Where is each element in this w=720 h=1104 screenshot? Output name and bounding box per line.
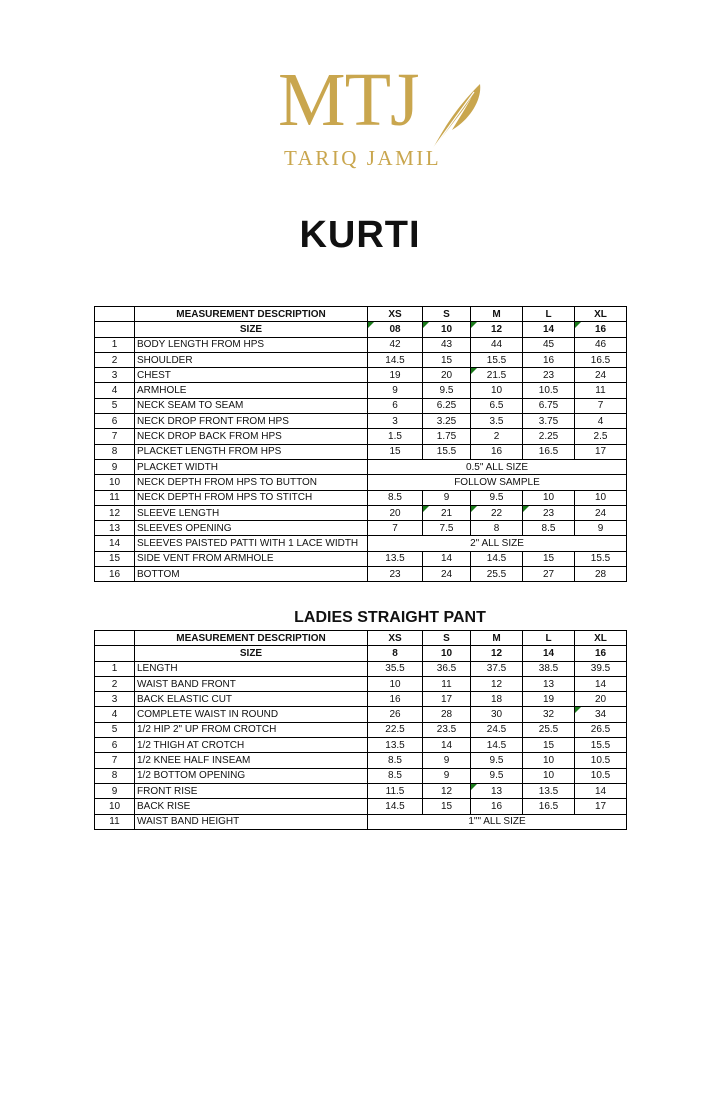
row-value-cell: 25.5	[523, 722, 575, 737]
row-description-cell: NECK DROP FRONT FROM HPS	[135, 414, 368, 429]
row-value-cell: 20	[575, 692, 627, 707]
row-value-cell: 14.5	[471, 551, 523, 566]
row-description-cell: 1/2 BOTTOM OPENING	[135, 768, 368, 783]
row-value-cell: 15	[423, 799, 471, 814]
row-value-cell: 9	[423, 490, 471, 505]
row-value-cell: 12	[423, 783, 471, 798]
row-value-cell: 8	[471, 521, 523, 536]
table-row	[95, 368, 627, 383]
row-value-cell: 10	[575, 490, 627, 505]
row-description-cell: WAIST BAND HEIGHT	[135, 814, 368, 829]
row-number-cell: 5	[95, 722, 135, 737]
row-description-cell: COMPLETE WAIST IN ROUND	[135, 707, 368, 722]
row-value-cell: 30	[471, 707, 523, 722]
row-value-cell: 37.5	[471, 661, 523, 676]
header-description-cell: MEASUREMENT DESCRIPTION	[135, 631, 368, 646]
table-row	[95, 567, 627, 582]
table-row	[95, 707, 627, 722]
header-size-cell: S	[423, 307, 471, 322]
header-size-cell: XL	[575, 631, 627, 646]
table-header-row	[95, 631, 627, 646]
table-row	[95, 768, 627, 783]
row-value-cell: 8.5	[368, 490, 423, 505]
row-description-cell: BOTTOM	[135, 567, 368, 582]
row-merged-value-cell: 1"" ALL SIZE	[368, 814, 627, 829]
row-description-cell: BACK RISE	[135, 799, 368, 814]
row-value-cell: 2	[471, 429, 523, 444]
row-value-cell: 26.5	[575, 722, 627, 737]
row-number-cell: 6	[95, 414, 135, 429]
table-row	[95, 692, 627, 707]
row-value-cell: 11	[423, 676, 471, 691]
header-size-cell: M	[471, 631, 523, 646]
row-description-cell: BODY LENGTH FROM HPS	[135, 337, 368, 352]
size-row	[95, 322, 627, 337]
row-value-cell: 28	[575, 567, 627, 582]
row-value-cell: 14.5	[368, 352, 423, 367]
table-row	[95, 722, 627, 737]
size-value-cell: 08	[368, 322, 423, 337]
row-value-cell: 43	[423, 337, 471, 352]
row-value-cell: 10.5	[523, 383, 575, 398]
row-description-cell: PLACKET WIDTH	[135, 459, 368, 474]
row-value-cell: 23.5	[423, 722, 471, 737]
row-value-cell: 7.5	[423, 521, 471, 536]
row-number-cell: 4	[95, 383, 135, 398]
table-row	[95, 661, 627, 676]
row-value-cell: 16	[471, 799, 523, 814]
row-value-cell: 6.5	[471, 398, 523, 413]
row-value-cell: 14.5	[368, 799, 423, 814]
feather-quill-icon	[428, 80, 484, 152]
row-description-cell: CHEST	[135, 368, 368, 383]
row-value-cell: 23	[523, 505, 575, 520]
row-number-cell: 2	[95, 676, 135, 691]
row-value-cell: 44	[471, 337, 523, 352]
pant-measurement-table	[94, 630, 627, 830]
row-value-cell: 22	[471, 505, 523, 520]
header-size-cell: XL	[575, 307, 627, 322]
row-value-cell: 1.5	[368, 429, 423, 444]
size-value-cell: 10	[423, 646, 471, 661]
row-number-cell: 13	[95, 521, 135, 536]
size-row	[95, 646, 627, 661]
row-number-cell: 1	[95, 337, 135, 352]
row-number-cell: 8	[95, 444, 135, 459]
table-row	[95, 414, 627, 429]
table-row	[95, 383, 627, 398]
logo-brand-name: TARIQ JAMIL	[284, 146, 442, 170]
row-number-cell: 9	[95, 783, 135, 798]
row-value-cell: 6.25	[423, 398, 471, 413]
row-value-cell: 16	[368, 692, 423, 707]
row-number-cell: 12	[95, 505, 135, 520]
row-number-cell: 1	[95, 661, 135, 676]
row-value-cell: 17	[575, 799, 627, 814]
header-size-cell: L	[523, 631, 575, 646]
header-description-cell: MEASUREMENT DESCRIPTION	[135, 307, 368, 322]
size-number-cell	[95, 646, 135, 661]
row-value-cell: 13.5	[523, 783, 575, 798]
row-value-cell: 9.5	[471, 490, 523, 505]
row-number-cell: 6	[95, 738, 135, 753]
size-number-cell	[95, 322, 135, 337]
row-value-cell: 9	[368, 383, 423, 398]
row-value-cell: 27	[523, 567, 575, 582]
row-value-cell: 14	[423, 551, 471, 566]
row-value-cell: 10	[523, 490, 575, 505]
row-value-cell: 13	[523, 676, 575, 691]
row-value-cell: 46	[575, 337, 627, 352]
logo-monogram: MTJ	[278, 58, 419, 142]
row-value-cell: 39.5	[575, 661, 627, 676]
table-row	[95, 429, 627, 444]
row-value-cell: 16	[471, 444, 523, 459]
row-value-cell: 16.5	[523, 444, 575, 459]
row-value-cell: 3.75	[523, 414, 575, 429]
row-value-cell: 4	[575, 414, 627, 429]
row-value-cell: 10	[471, 383, 523, 398]
table-header-row	[95, 307, 627, 322]
size-value-cell: 14	[523, 322, 575, 337]
size-value-cell: 12	[471, 646, 523, 661]
row-value-cell: 8.5	[368, 768, 423, 783]
table-row	[95, 444, 627, 459]
row-merged-value-cell: 0.5" ALL SIZE	[368, 459, 627, 474]
table-row	[95, 337, 627, 352]
table-row	[95, 551, 627, 566]
row-description-cell: BACK ELASTIC CUT	[135, 692, 368, 707]
size-value-cell: 12	[471, 322, 523, 337]
row-value-cell: 13.5	[368, 551, 423, 566]
row-value-cell: 14	[575, 783, 627, 798]
size-value-cell: 14	[523, 646, 575, 661]
row-value-cell: 35.5	[368, 661, 423, 676]
table-row	[95, 459, 627, 474]
row-value-cell: 9.5	[423, 383, 471, 398]
row-value-cell: 15.5	[575, 551, 627, 566]
row-number-cell: 3	[95, 368, 135, 383]
row-value-cell: 10	[523, 768, 575, 783]
row-value-cell: 15	[368, 444, 423, 459]
row-value-cell: 16	[523, 352, 575, 367]
size-value-cell: 10	[423, 322, 471, 337]
table-row	[95, 352, 627, 367]
row-value-cell: 15	[523, 551, 575, 566]
header-size-cell: XS	[368, 631, 423, 646]
row-number-cell: 11	[95, 814, 135, 829]
row-value-cell: 45	[523, 337, 575, 352]
row-value-cell: 9.5	[471, 768, 523, 783]
row-number-cell: 16	[95, 567, 135, 582]
row-number-cell: 7	[95, 429, 135, 444]
row-value-cell: 15.5	[575, 738, 627, 753]
row-value-cell: 16.5	[575, 352, 627, 367]
row-value-cell: 10	[523, 753, 575, 768]
row-number-cell: 14	[95, 536, 135, 551]
row-value-cell: 16.5	[523, 799, 575, 814]
row-value-cell: 10.5	[575, 768, 627, 783]
row-value-cell: 26	[368, 707, 423, 722]
row-value-cell: 34	[575, 707, 627, 722]
row-value-cell: 32	[523, 707, 575, 722]
row-value-cell: 20	[368, 505, 423, 520]
row-value-cell: 2.5	[575, 429, 627, 444]
row-merged-value-cell: 2" ALL SIZE	[368, 536, 627, 551]
row-description-cell: NECK SEAM TO SEAM	[135, 398, 368, 413]
row-value-cell: 3.5	[471, 414, 523, 429]
row-value-cell: 20	[423, 368, 471, 383]
row-value-cell: 15	[423, 352, 471, 367]
row-value-cell: 21.5	[471, 368, 523, 383]
row-value-cell: 15.5	[471, 352, 523, 367]
table-row	[95, 475, 627, 490]
row-value-cell: 8.5	[368, 753, 423, 768]
kurti-title: KURTI	[299, 214, 421, 256]
row-value-cell: 12	[471, 676, 523, 691]
row-value-cell: 15	[523, 738, 575, 753]
row-value-cell: 19	[523, 692, 575, 707]
header-size-cell: L	[523, 307, 575, 322]
row-number-cell: 11	[95, 490, 135, 505]
row-value-cell: 23	[523, 368, 575, 383]
row-value-cell: 23	[368, 567, 423, 582]
row-description-cell: NECK DEPTH FROM HPS TO BUTTON	[135, 475, 368, 490]
row-value-cell: 6.75	[523, 398, 575, 413]
row-description-cell: PLACKET LENGTH FROM HPS	[135, 444, 368, 459]
table-row	[95, 753, 627, 768]
row-value-cell: 17	[575, 444, 627, 459]
row-value-cell: 9	[575, 521, 627, 536]
header-number-cell	[95, 631, 135, 646]
table-row	[95, 536, 627, 551]
row-value-cell: 1.75	[423, 429, 471, 444]
row-value-cell: 25.5	[471, 567, 523, 582]
row-description-cell: LENGTH	[135, 661, 368, 676]
table-row	[95, 398, 627, 413]
kurti-measurement-table	[94, 306, 627, 582]
table-row	[95, 738, 627, 753]
row-number-cell: 8	[95, 768, 135, 783]
row-description-cell: NECK DEPTH FROM HPS TO STITCH	[135, 490, 368, 505]
row-value-cell: 36.5	[423, 661, 471, 676]
row-value-cell: 3.25	[423, 414, 471, 429]
row-value-cell: 7	[575, 398, 627, 413]
row-value-cell: 19	[368, 368, 423, 383]
row-value-cell: 9	[423, 753, 471, 768]
row-value-cell: 9.5	[471, 753, 523, 768]
row-number-cell: 15	[95, 551, 135, 566]
row-value-cell: 2.25	[523, 429, 575, 444]
row-number-cell: 3	[95, 692, 135, 707]
row-value-cell: 6	[368, 398, 423, 413]
size-label-cell: SIZE	[135, 322, 368, 337]
header-number-cell	[95, 307, 135, 322]
header-size-cell: S	[423, 631, 471, 646]
row-value-cell: 42	[368, 337, 423, 352]
row-value-cell: 11	[575, 383, 627, 398]
size-value-cell: 8	[368, 646, 423, 661]
row-value-cell: 14	[423, 738, 471, 753]
row-description-cell: ARMHOLE	[135, 383, 368, 398]
row-value-cell: 8.5	[523, 521, 575, 536]
row-value-cell: 11.5	[368, 783, 423, 798]
row-value-cell: 14.5	[471, 738, 523, 753]
row-value-cell: 24.5	[471, 722, 523, 737]
row-number-cell: 10	[95, 799, 135, 814]
row-number-cell: 2	[95, 352, 135, 367]
table-row	[95, 505, 627, 520]
row-description-cell: SLEEVES PAISTED PATTI WITH 1 LACE WIDTH	[135, 536, 368, 551]
row-description-cell: SIDE VENT FROM ARMHOLE	[135, 551, 368, 566]
size-value-cell: 16	[575, 646, 627, 661]
row-description-cell: FRONT RISE	[135, 783, 368, 798]
table-row	[95, 521, 627, 536]
row-number-cell: 5	[95, 398, 135, 413]
row-number-cell: 4	[95, 707, 135, 722]
row-value-cell: 22.5	[368, 722, 423, 737]
row-value-cell: 24	[423, 567, 471, 582]
header-size-cell: XS	[368, 307, 423, 322]
row-description-cell: SLEEVES OPENING	[135, 521, 368, 536]
table-row	[95, 676, 627, 691]
row-value-cell: 13	[471, 783, 523, 798]
row-number-cell: 9	[95, 459, 135, 474]
row-value-cell: 18	[471, 692, 523, 707]
row-value-cell: 3	[368, 414, 423, 429]
table-row	[95, 814, 627, 829]
size-label-cell: SIZE	[135, 646, 368, 661]
row-merged-value-cell: FOLLOW SAMPLE	[368, 475, 627, 490]
row-description-cell: 1/2 KNEE HALF INSEAM	[135, 753, 368, 768]
row-description-cell: NECK DROP BACK FROM HPS	[135, 429, 368, 444]
pant-title: LADIES STRAIGHT PANT	[294, 609, 486, 626]
row-description-cell: SHOULDER	[135, 352, 368, 367]
row-value-cell: 15.5	[423, 444, 471, 459]
size-value-cell: 16	[575, 322, 627, 337]
row-description-cell: WAIST BAND FRONT	[135, 676, 368, 691]
table-row	[95, 799, 627, 814]
row-value-cell: 14	[575, 676, 627, 691]
row-value-cell: 28	[423, 707, 471, 722]
row-value-cell: 24	[575, 368, 627, 383]
row-value-cell: 10.5	[575, 753, 627, 768]
row-value-cell: 38.5	[523, 661, 575, 676]
table-row	[95, 783, 627, 798]
row-value-cell: 7	[368, 521, 423, 536]
row-value-cell: 13.5	[368, 738, 423, 753]
row-value-cell: 10	[368, 676, 423, 691]
row-value-cell: 21	[423, 505, 471, 520]
row-value-cell: 9	[423, 768, 471, 783]
row-description-cell: 1/2 THIGH AT CROTCH	[135, 738, 368, 753]
row-description-cell: SLEEVE LENGTH	[135, 505, 368, 520]
row-value-cell: 24	[575, 505, 627, 520]
row-number-cell: 10	[95, 475, 135, 490]
header-size-cell: M	[471, 307, 523, 322]
row-value-cell: 17	[423, 692, 471, 707]
row-description-cell: 1/2 HIP 2" UP FROM CROTCH	[135, 722, 368, 737]
brand-logo	[278, 58, 488, 174]
row-number-cell: 7	[95, 753, 135, 768]
table-row	[95, 490, 627, 505]
